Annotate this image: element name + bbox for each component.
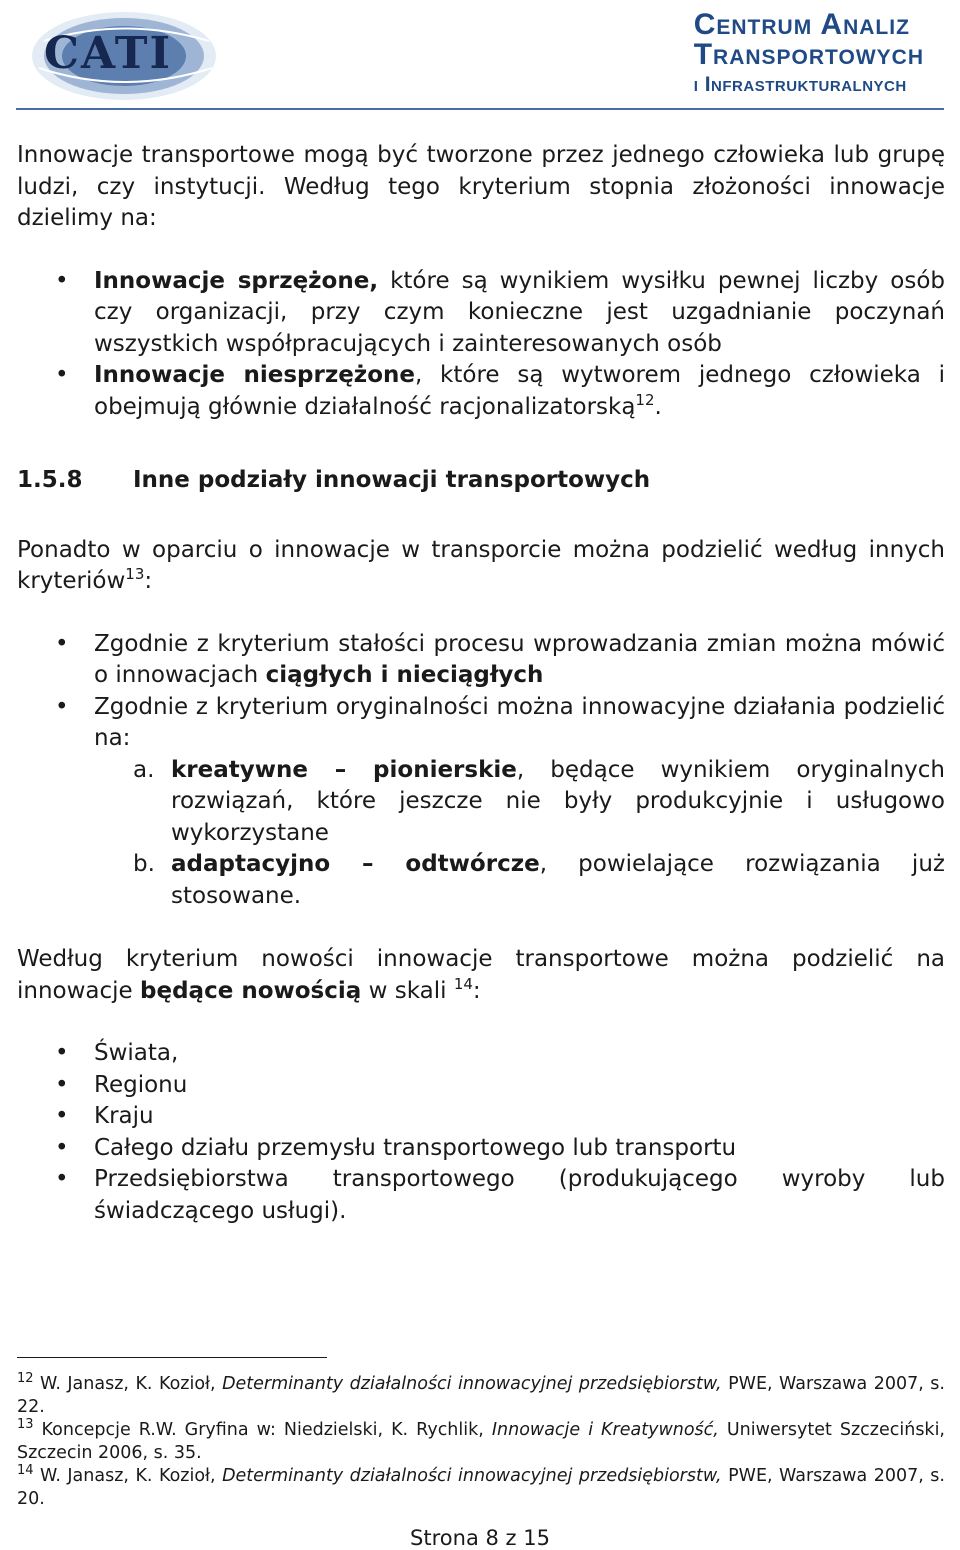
brand-line-2: Transportowych <box>693 38 924 71</box>
footnote-separator <box>17 1357 327 1358</box>
page-header <box>0 0 960 120</box>
document-body <box>17 140 945 1227</box>
list-item: • Zgodnie z kryterium stałości procesu wprowadzania zmian można mówić o innowacjach ciągłych i nieciągłych <box>55 630 945 688</box>
intro-paragraph: Innowacje transportowe mogą być tworzone przez jednego człowieka lub grupę ludzi, czy instytucji. Według tego kryterium stopnia złożoności innowacje dzielimy na: <box>17 142 945 231</box>
list-item: • Innowacje sprzężone, które są wynikiem wysiłku pewnej liczby osób czy organizacji, przy czym konieczne jest uzgadnianie poczynań wszystkich współpracujących i zainteresowanych osób <box>55 267 945 357</box>
footnote: $^{13}$ Koncepcje R.W. Gryfina w: Niedzielski, K. Rychlik, Innowacje i Kreatywność, Uniwersytet Szczeciński, Szczecin 2006, s. 35. <box>17 1417 945 1463</box>
criteria-list <box>17 629 945 755</box>
brand-line-3: i Infrastrukturalnych <box>693 73 907 96</box>
paragraph: Według kryterium nowości innowacje transportowe można podzielić na innowacje będące nowością w skali $^{14}$: <box>17 946 945 1004</box>
sub-item-b: b. adaptacyjno – odtwórcze, powielające rozwiązania już stosowane. <box>133 851 945 909</box>
logo-text: CATI <box>44 28 173 79</box>
footnote: $^{12}$ W. Janasz, K. Kozioł, Determinanty działalności innowacyjnej przedsiębiorstw, PWE, Warszawa 2007, s. 22. <box>17 1371 945 1417</box>
footnotes <box>17 1373 945 1511</box>
list-item: • Zgodnie z kryterium oryginalności można innowacyjne działania podzielić na: <box>55 693 945 751</box>
scale-list <box>17 1038 945 1227</box>
list-item: • Innowacje niesprzężone, które są wytworem jednego człowieka i obejmują głównie działalność racjonalizatorską$^{12}$. <box>55 362 945 420</box>
header-divider <box>16 108 944 110</box>
brand-line-1: Centrum Analiz <box>693 8 910 41</box>
footnote-ref[interactable]: 13 <box>125 565 145 583</box>
footnote-ref[interactable]: 14 <box>453 974 473 993</box>
page-number: Strona 8 z 15 <box>410 1526 550 1550</box>
paragraph: Ponadto w oparciu o innowacje w transporcie można podzielić według innych kryteriów$^{13}$: <box>17 536 945 594</box>
list-item: • Kraju <box>55 1103 154 1129</box>
list-item: • Całego działu przemysłu transportowego lub transportu <box>55 1134 737 1161</box>
sub-item-a: a. kreatywne – pionierskie, będące wynikiem oryginalnych rozwiązań, które jeszcze nie były produkcyjnie i usługowo wykorzystane <box>133 756 945 846</box>
footnote: $^{14}$ W. Janasz, K. Kozioł, Determinanty działalności innowacyjnej przedsiębiorstw, PWE, Warszawa 2007, s. 20. <box>17 1463 945 1509</box>
list-item: • Przedsiębiorstwa transportowego (produkującego wyroby lub świadczącego usługi). <box>55 1166 945 1224</box>
section-heading: 1.5.8 Inne podziały innowacji transportowych <box>17 467 651 493</box>
brand-name <box>694 10 924 100</box>
footnote-ref[interactable]: 12 <box>635 390 655 409</box>
list-item: • Świata, <box>55 1040 179 1066</box>
complexity-list <box>17 266 945 424</box>
list-item: • Regionu <box>55 1071 188 1098</box>
